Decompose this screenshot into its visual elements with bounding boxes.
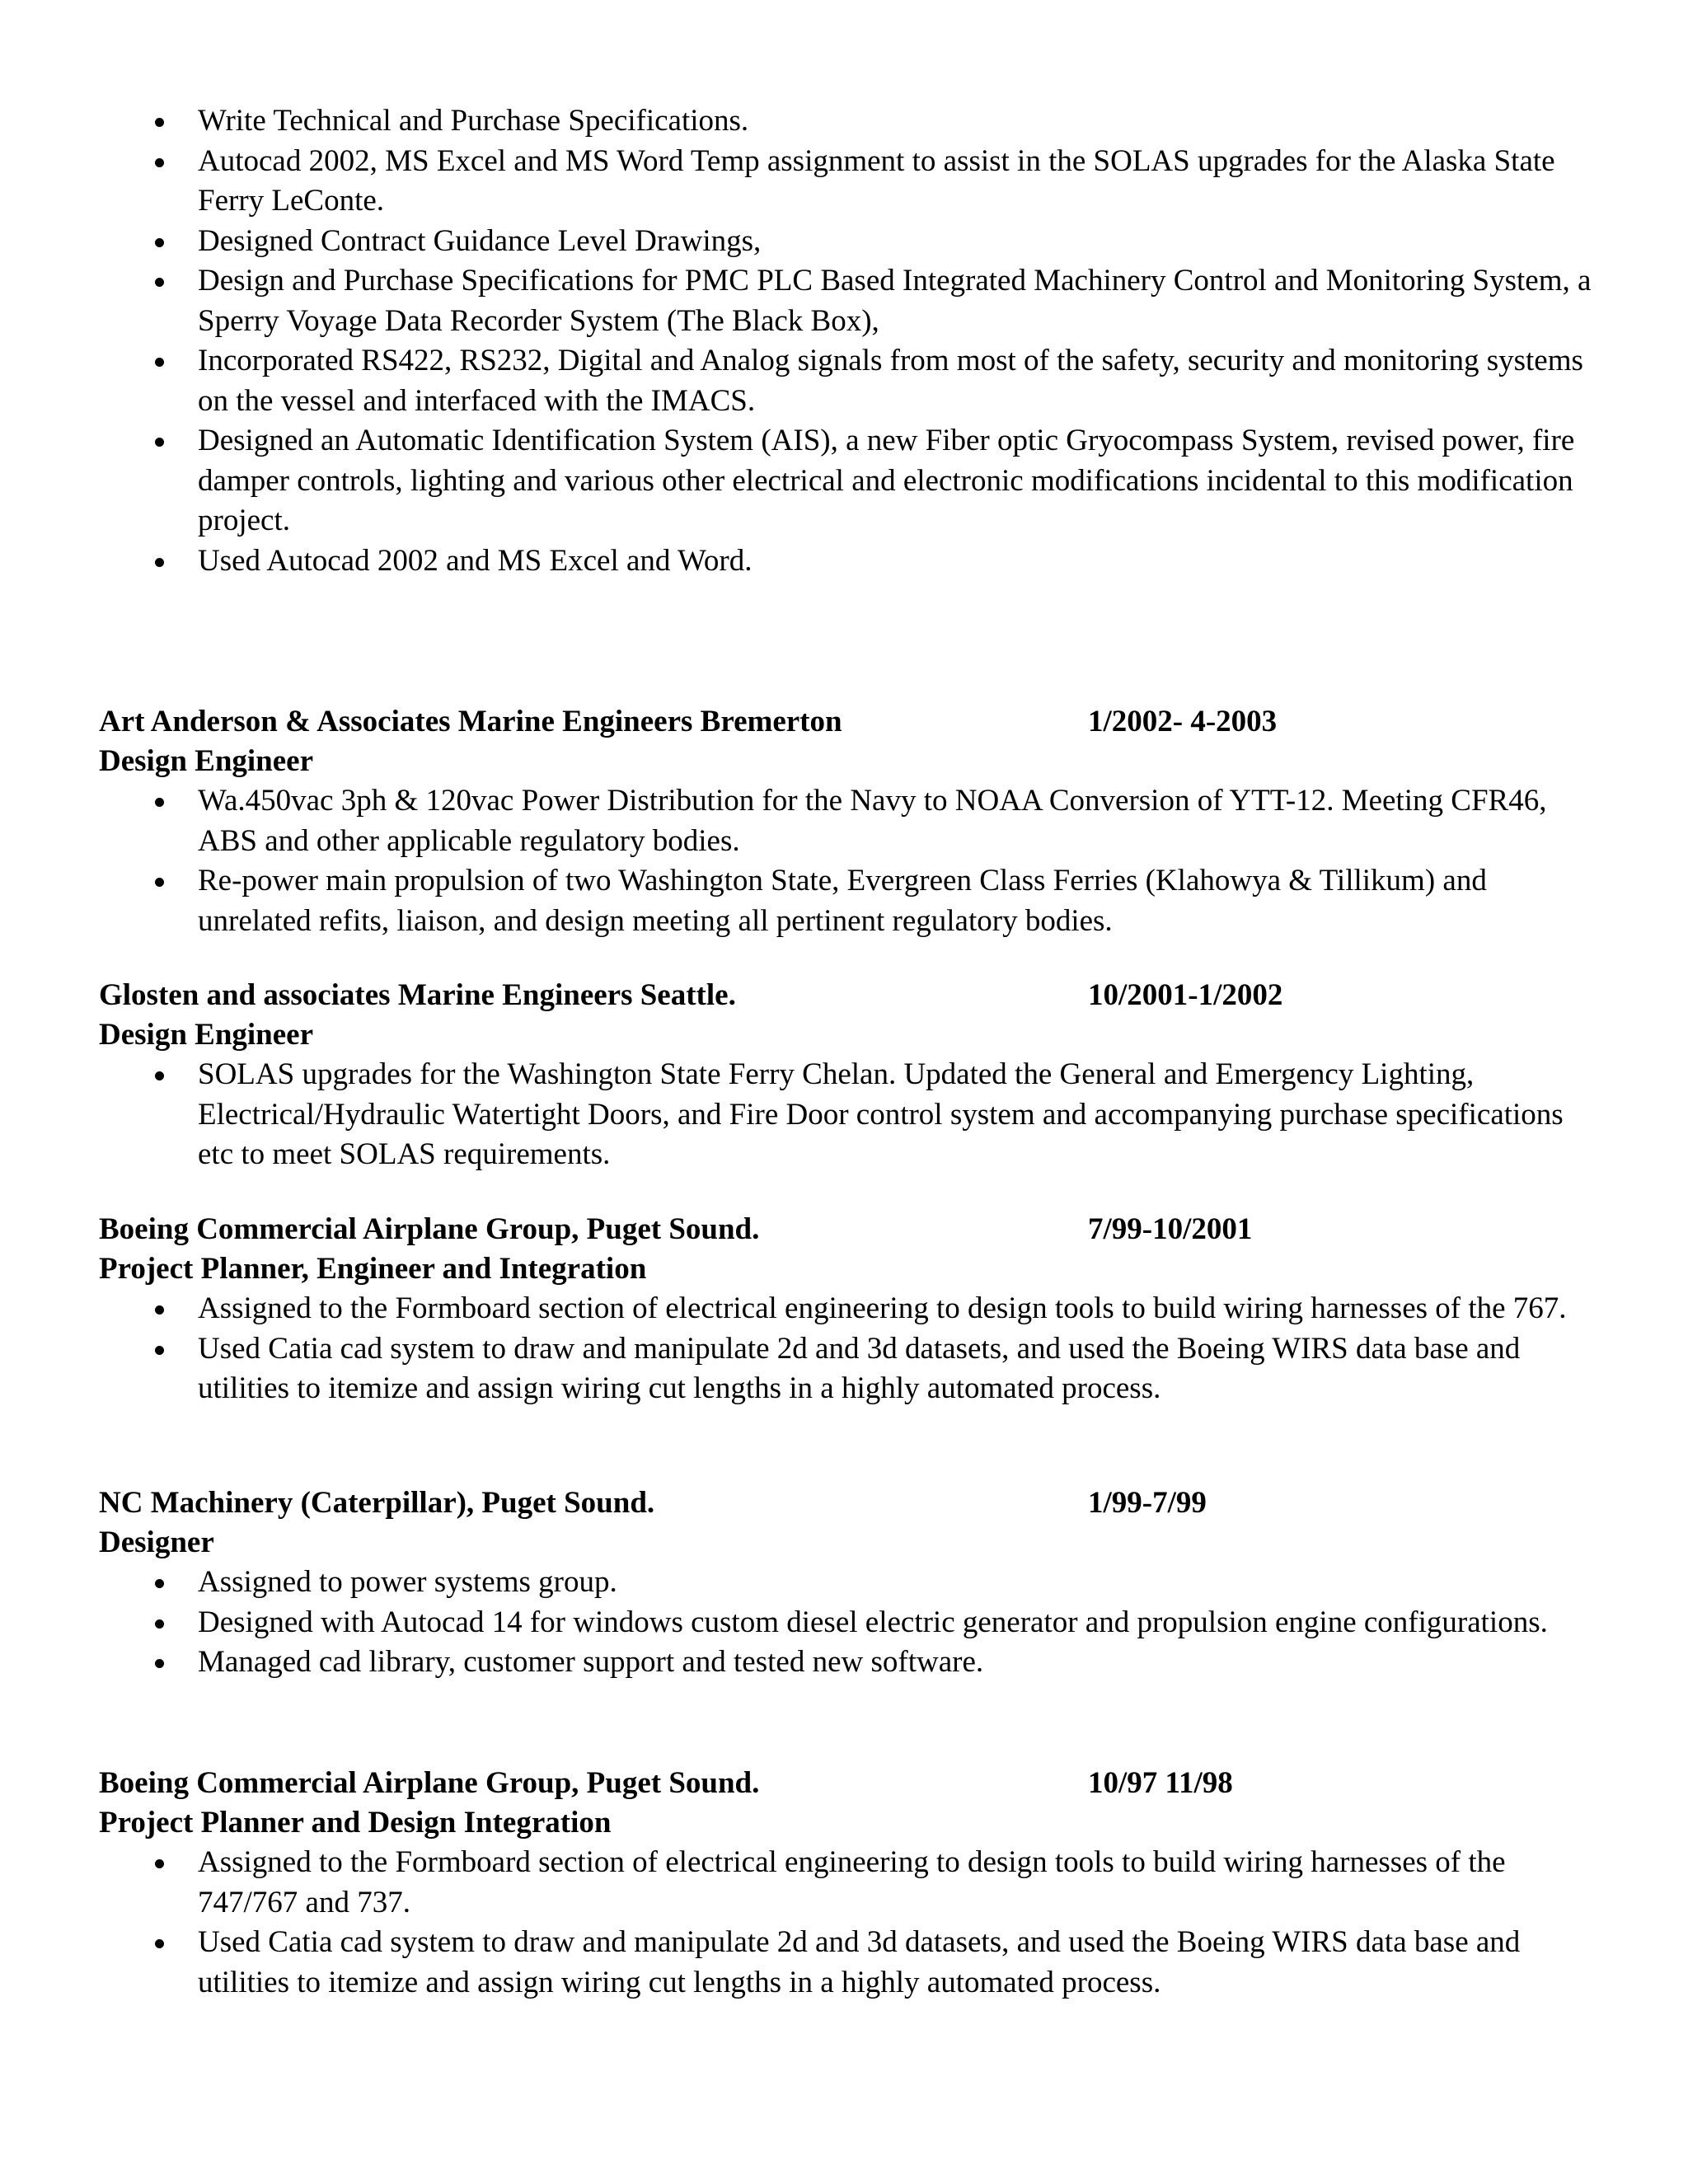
job-entry-nc-machinery (99, 1483, 1599, 1683)
bullet-text: Used Catia cad system to draw and manipulate 2d and 3d datasets, and used the Boeing WIRS data base and utilities to itemize and assign wiring cut lengths in a highly automated process. (198, 1925, 1521, 1999)
bullet-icon (155, 1939, 164, 1948)
bullet-text: Assigned to the Formboard section of electrical engineering to design tools to build wiring harnesses of the 767. (198, 1291, 1567, 1325)
bullet-icon (155, 158, 164, 167)
bullet-text: Designed with Autocad 14 for windows custom diesel electric generator and propulsion engine configurations. (198, 1605, 1548, 1639)
job-entry-boeing-1999 (99, 1210, 1599, 1409)
company-name: Art Anderson & Associates Marine Engineers Bremerton (99, 705, 842, 738)
list-item (99, 1289, 1599, 1329)
bullet-icon (155, 1859, 164, 1868)
bullet-text: Designed Contract Guidance Level Drawings, (198, 223, 762, 258)
list-item (99, 1329, 1599, 1409)
bullet-text: Designed an Automatic Identification System (AIS), a new Fiber optic Gryocompass System, revised power, fire damper controls, lighting and various other electrical and electronic modifications incidental to this modification project. (198, 424, 1575, 537)
list-item (99, 1843, 1599, 1923)
bullet-text: Assigned to power systems group. (198, 1565, 617, 1599)
bullet-text: SOLAS upgrades for the Washington State Ferry Chelan. Updated the General and Emergency Lighting, Electrical/Hydraulic Watertight Doors, and Fire Door control system and accompanying purchase specifications etc to meet SOLAS requirements. (198, 1057, 1564, 1171)
list-item (99, 341, 1599, 421)
list-item (99, 261, 1599, 341)
bullet-icon (155, 558, 164, 567)
bullet-icon (155, 1619, 164, 1629)
job-bullet-list (99, 1563, 1599, 1683)
job-header (99, 1764, 1599, 1803)
job-title: Project Planner and Design Integration (99, 1806, 612, 1840)
bullet-text: Design and Purchase Specifications for PMC PLC Based Integrated Machinery Control and Monitoring System, a Sperry Voyage Data Recorder System (The Black Box), (198, 264, 1592, 338)
job-title: Design Engineer (99, 1018, 314, 1052)
list-item (99, 1643, 1599, 1683)
job-bullet-list (99, 781, 1599, 941)
job-bullet-list (99, 1843, 1599, 2003)
bullet-text: Assigned to the Formboard section of electrical engineering to design tools to build wiring harnesses of the 747/767 and 737. (198, 1845, 1506, 1919)
bullet-text: Used Catia cad system to draw and manipulate 2d and 3d datasets, and used the Boeing WIRS data base and utilities to itemize and assign wiring cut lengths in a highly automated process. (198, 1331, 1521, 1405)
bullet-icon (155, 278, 164, 287)
bullet-text: Incorporated RS422, RS232, Digital and Analog signals from most of the safety, security and monitoring systems on the vessel and interfaced with the IMACS. (198, 344, 1583, 418)
bullet-icon (155, 798, 164, 807)
job-bullet-list (99, 1055, 1599, 1175)
company-name: NC Machinery (Caterpillar), Puget Sound. (99, 1486, 655, 1520)
job-header (99, 1210, 1599, 1249)
list-item (99, 1923, 1599, 2003)
job-dates: 7/99-10/2001 (1088, 1212, 1253, 1246)
job-entry-boeing-1997 (99, 1764, 1599, 2003)
bullet-text: Autocad 2002, MS Excel and MS Word Temp assignment to assist in the SOLAS upgrades for the Alaska State Ferry LeConte. (198, 143, 1555, 218)
company-name: Glosten and associates Marine Engineers Seattle. (99, 978, 736, 1012)
list-item (99, 142, 1599, 222)
bullet-icon (155, 878, 164, 887)
job-entry-art-anderson (99, 702, 1599, 941)
bullet-icon (155, 1305, 164, 1315)
list-item (99, 541, 1599, 582)
job-title: Designer (99, 1526, 214, 1559)
job-header (99, 702, 1599, 742)
list-item (99, 101, 1599, 142)
bullet-text: Managed cad library, customer support and tested new software. (198, 1645, 984, 1679)
bullet-icon (155, 1579, 164, 1588)
list-item (99, 1055, 1599, 1175)
job-entry-glosten (99, 976, 1599, 1175)
bullet-text: Re-power main propulsion of two Washington State, Evergreen Class Ferries (Klahowya & Tillikum) and unrelated refits, liaison, and design meeting all pertinent regulatory bodies. (198, 864, 1487, 938)
job-dates: 1/2002- 4-2003 (1088, 705, 1278, 738)
bullet-text: Used Autocad 2002 and MS Excel and Word. (198, 543, 753, 578)
job-header (99, 1483, 1599, 1523)
intro-bullet-list (99, 101, 1599, 581)
bullet-text: Wa.450vac 3ph & 120vac Power Distribution for the Navy to NOAA Conversion of YTT-12. Meeting CFR46, ABS and other applicable regulatory bodies. (198, 784, 1547, 858)
bullet-text: Write Technical and Purchase Specifications. (198, 104, 749, 138)
bullet-icon (155, 238, 164, 247)
company-name: Boeing Commercial Airplane Group, Puget Sound. (99, 1212, 760, 1246)
job-title: Design Engineer (99, 744, 314, 778)
list-item (99, 1563, 1599, 1603)
bullet-icon (155, 1346, 164, 1355)
bullet-icon (155, 438, 164, 447)
job-dates: 1/99-7/99 (1088, 1486, 1207, 1520)
bullet-icon (155, 118, 164, 127)
bullet-icon (155, 1071, 164, 1080)
list-item (99, 421, 1599, 541)
list-item (99, 861, 1599, 941)
job-dates: 10/97 11/98 (1088, 1766, 1233, 1800)
job-header (99, 976, 1599, 1015)
bullet-icon (155, 358, 164, 367)
list-item (99, 222, 1599, 262)
list-item (99, 781, 1599, 861)
list-item (99, 1603, 1599, 1643)
job-title: Project Planner, Engineer and Integration (99, 1252, 647, 1286)
bullet-icon (155, 1659, 164, 1668)
job-bullet-list (99, 1289, 1599, 1409)
company-name: Boeing Commercial Airplane Group, Puget Sound. (99, 1766, 760, 1800)
job-dates: 10/2001-1/2002 (1088, 978, 1283, 1012)
